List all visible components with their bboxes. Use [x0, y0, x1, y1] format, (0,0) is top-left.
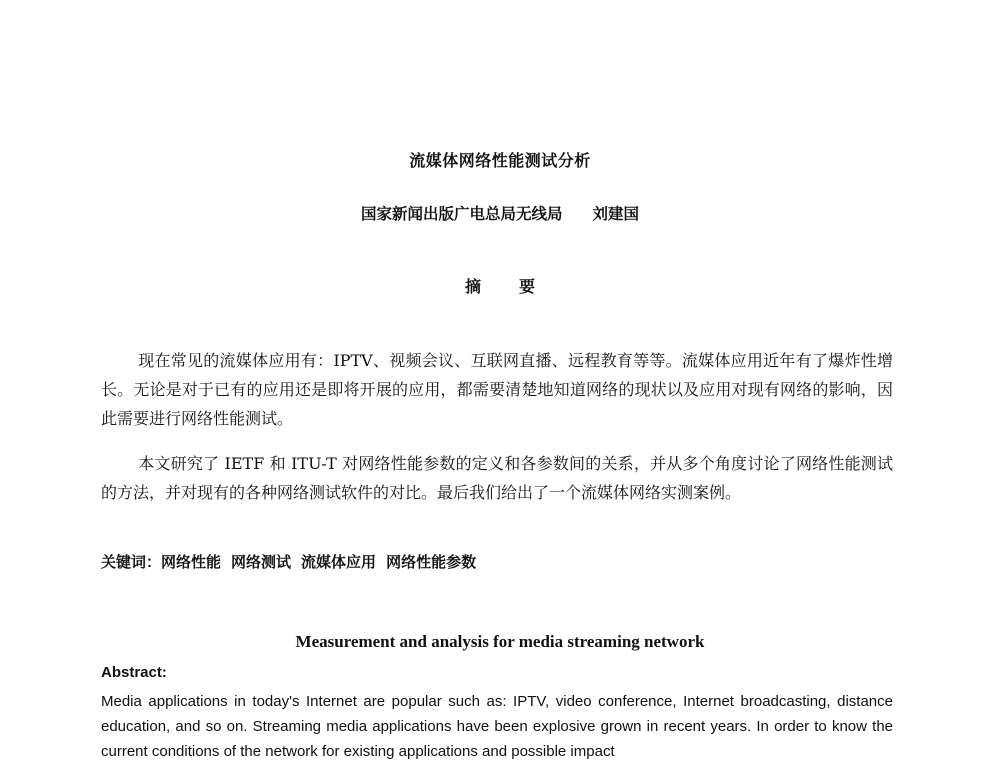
abstract-heading-char-1: 摘 [464, 277, 481, 296]
abstract-paragraph-1-text: 现在常见的流媒体应用有：IPTV、视频会议、互联网直播、远程教育等等。流媒体应用近年有了爆炸性增长。无论是对于已有的应用还是即将开展的应用，都需要清楚地知道网络的现状以及应用对现有网络的影响，因此需要进行网络性能测试。 [101, 351, 893, 428]
keywords-label: 关键词： [101, 553, 162, 571]
keyword-item: 流媒体应用 [301, 553, 377, 571]
english-abstract-text: Media applications in today's Internet are popular such as: IPTV, video conference, Internet broadcasting, distance education, and so on. Streaming media applications have been explosive grown in recent years. In order to know the current conditions of the network for existing applications and possible impact [101, 693, 893, 760]
keyword-item: 网络性能 [161, 553, 222, 571]
keyword-item: 网络测试 [231, 553, 292, 571]
author-affiliation: 国家新闻出版广电总局无线局 [360, 205, 563, 223]
abstract-paragraph-2-text: 本文研究了 IETF 和 ITU-T 对网络性能参数的定义和各参数间的关系，并从多个角度讨论了网络性能测试的方法，并对现有的各种网络测试软件的对比。最后我们给出了一个流媒体网络实测案例。 [101, 454, 893, 502]
english-title: Measurement and analysis for media streaming network [295, 632, 705, 651]
english-abstract-label: Abstract: [101, 664, 167, 681]
abstract-paragraph-2 [101, 449, 893, 507]
keyword-item: 网络性能参数 [386, 553, 477, 571]
paper-title: 流媒体网络性能测试分析 [409, 151, 591, 170]
abstract-paragraph-1 [101, 346, 893, 433]
author-line [0, 202, 1000, 224]
author-name: 刘建国 [592, 205, 640, 223]
keywords-line [101, 551, 486, 572]
abstract-heading [0, 274, 1000, 297]
abstract-heading-char-2: 要 [519, 277, 536, 296]
